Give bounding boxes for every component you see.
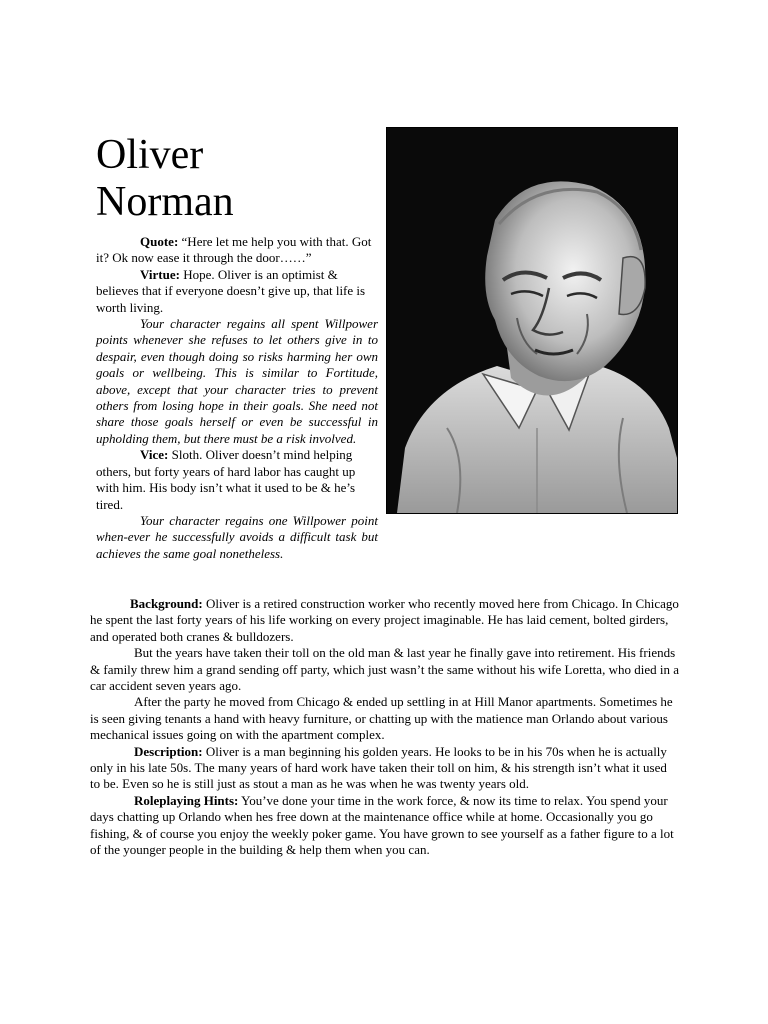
- description-label: Description:: [134, 743, 203, 759]
- vice-paragraph: [96, 447, 378, 513]
- vice-text: Sloth. Oliver doesn’t mind helping others, but forty years of hard labor has caught up with him. His body isn’t what it used to be & he’s tired.: [96, 447, 356, 512]
- virtue-rule: Your character regains all spent Willpower points whenever she refuses to let others give in to despair, even though doing so risks harming her own goals or wellbeing. This is similar to Fortitude, above, except that your character tries to prevent others from losing hope in their goals. She need not share those goals herself or even be successful in upholding them, but there must be a risk involved.: [96, 316, 378, 446]
- description-paragraph: [90, 744, 680, 793]
- character-first-name: Oliver: [96, 132, 204, 178]
- character-name: [96, 132, 376, 226]
- charcoal-portrait-old-man-icon: [387, 128, 677, 513]
- roleplaying-hints-text: You’ve done your time in the work force, & now its time to relax. You spend your days chatting up Orlando when hes free down at the maintenance office while at home. Occasionally you go fishing, & of course you enjoy the weekly poker game. You have grown to see yourself as a father figure to a lot of the younger people in the building & help them when you can.: [90, 792, 674, 858]
- quote-paragraph: [96, 234, 378, 267]
- virtue-text: Hope. Oliver is an optimist & believes that if everyone doesn’t give up, that life is worth living.: [96, 266, 366, 315]
- vice-label: Vice:: [140, 447, 169, 463]
- background-label: Background:: [130, 596, 203, 611]
- background-text: Oliver is a retired construction worker who recently moved here from Chicago. In Chicago he spent the last forty years of his life working on every project imaginable. He has laid cement, bolted girders, and operated both cranes & bulldozers.: [90, 596, 679, 644]
- character-last-name: Norman: [96, 179, 234, 225]
- background-paragraph-2: But the years have taken their toll on the old man & last year he finally gave into retirement. His friends & family threw him a grand sending off party, which just wasn’t the same without his wife Loretta, who died in a car accident seven years ago.: [90, 645, 679, 694]
- roleplaying-hints-label: Roleplaying Hints:: [134, 792, 239, 808]
- portrait-image: [386, 127, 678, 514]
- quote-label: Quote:: [140, 234, 179, 249]
- description-text: Oliver is a man beginning his golden years. He looks to be in his 70s when he is actually only in his late 50s. The many years of hard work have taken their toll on him, & his strength isn’t what it used to be. Even so he is still just as stout a man as he was when he was twenty years old.: [90, 743, 667, 792]
- roleplaying-hints-paragraph: [90, 793, 680, 859]
- background-paragraph: [90, 596, 680, 645]
- virtue-label: Virtue:: [140, 266, 180, 282]
- virtue-paragraph: [96, 267, 378, 316]
- traits-column: [96, 234, 378, 562]
- quote-text: “Here let me help you with that. Got it? Ok now ease it through the door……”: [96, 234, 372, 266]
- story-section: [90, 596, 680, 859]
- background-paragraph-3: After the party he moved from Chicago & ended up settling in at Hill Manor apartments. Sometimes he is seen giving tenants a hand with heavy furniture, or chatting up with the matience man Orlando about various mechanical issues going on with the apartment complex.: [90, 694, 673, 743]
- vice-rule: Your character regains one Willpower point when-ever he successfully avoids a difficult task but achieves the same goal nonetheless.: [96, 512, 378, 561]
